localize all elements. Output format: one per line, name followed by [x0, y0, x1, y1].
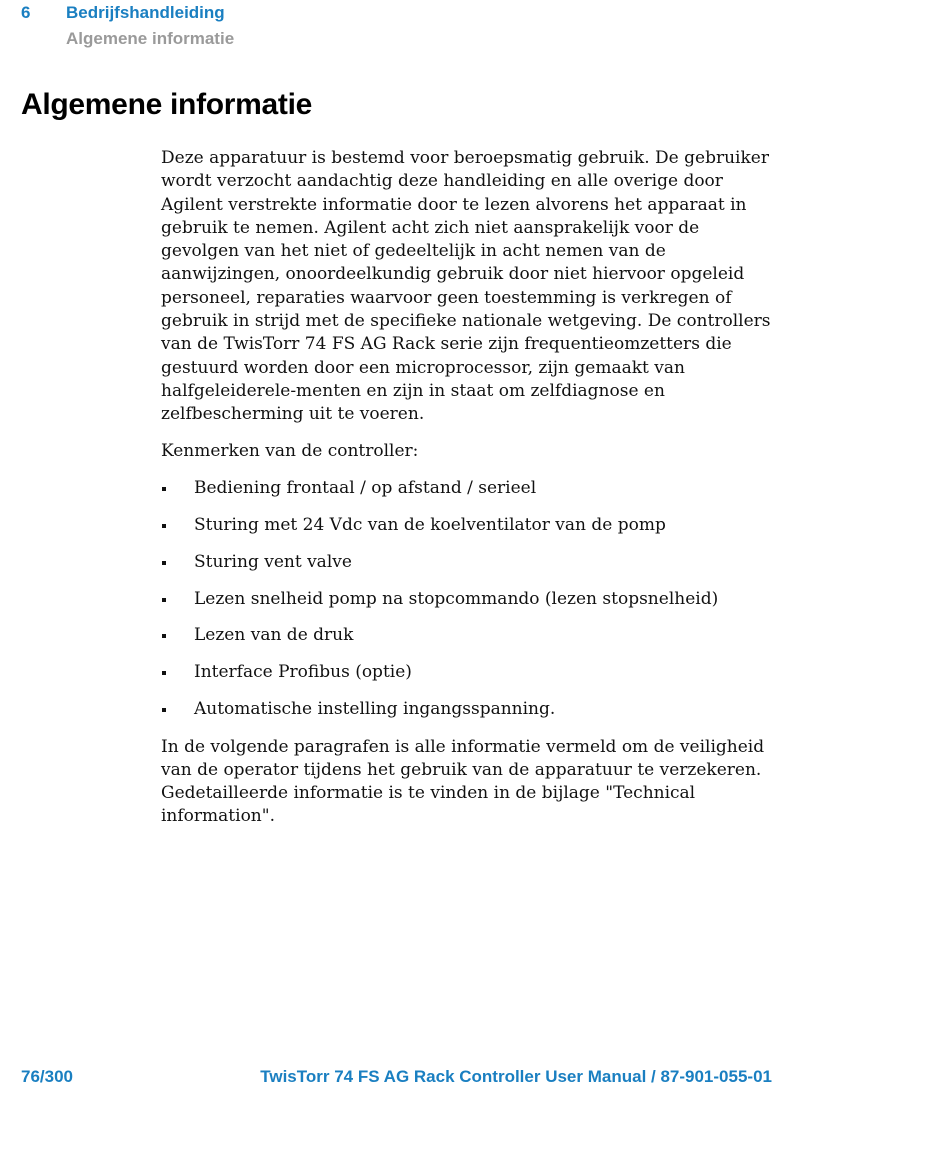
list-item-text: Sturing vent valve [194, 551, 352, 572]
body-content [161, 147, 781, 842]
list-item [161, 514, 781, 537]
page-title: Algemene informatie [21, 88, 313, 121]
list-item [161, 698, 781, 721]
list-item-text: Lezen van de druk [194, 625, 354, 646]
list-item [161, 477, 781, 500]
list-item [161, 588, 781, 611]
list-item-text: Bediening frontaal / op afstand / serieel [194, 477, 537, 498]
bullet-icon [162, 598, 166, 602]
closing-paragraph: In de volgende paragrafen is alle informatie vermeld om de veiligheid van de operator tijdens het gebruik van de apparatuur te verzekeren. Gedetailleerde informatie is te vinden in de bijlage "Technical information". [161, 736, 765, 827]
list-item [161, 661, 781, 684]
list-item [161, 624, 781, 647]
bullet-icon [162, 634, 166, 638]
features-list [161, 477, 781, 722]
manual-title: TwisTorr 74 FS AG Rack Controller User Manual / 87-901-055-01 [260, 1067, 772, 1086]
features-intro: Kenmerken van de controller: [161, 440, 419, 461]
list-item-text: Automatische instelling ingangsspanning. [194, 699, 556, 720]
list-item-text: Sturing met 24 Vdc van de koelventilator van de pomp [194, 514, 666, 535]
chapter-number: 6 [21, 3, 31, 22]
bullet-icon [162, 671, 166, 675]
page-number: 76/300 [21, 1067, 73, 1086]
intro-paragraph: Deze apparatuur is bestemd voor beroepsmatig gebruik. De gebruiker wordt verzocht aandachtig deze handleiding en alle overige door Agilent verstrekte informatie door te lezen alvorens het apparaat in gebruik te nemen. Agilent acht zich niet aansprakelijk voor de gevolgen van het niet of gedeeltelijk in acht nemen van de aanwijzingen, onoordeelkundig gebruik door niet hiervoor opgeleid personeel, reparaties waarvoor geen toestemming is verkregen of gebruik in strijd met de specifieke nationale wetgeving. De controllers van de TwisTorr 74 FS AG Rack serie zijn frequentieomzetters die gestuurd worden door een microprocessor, zijn gemaakt van halfgeleiderele-menten en zijn in staat om zelfdiagnose en zelfbescherming uit te voeren. [161, 148, 771, 425]
bullet-icon [162, 487, 166, 491]
bullet-icon [162, 708, 166, 712]
list-item-text: Lezen snelheid pomp na stopcommando (lezen stopsnelheid) [194, 588, 719, 609]
bullet-icon [162, 524, 166, 528]
list-item-text: Interface Profibus (optie) [194, 662, 412, 683]
list-item [161, 551, 781, 574]
chapter-title: Bedrijfshandleiding [66, 3, 225, 22]
section-title: Algemene informatie [66, 29, 235, 48]
bullet-icon [162, 561, 166, 565]
